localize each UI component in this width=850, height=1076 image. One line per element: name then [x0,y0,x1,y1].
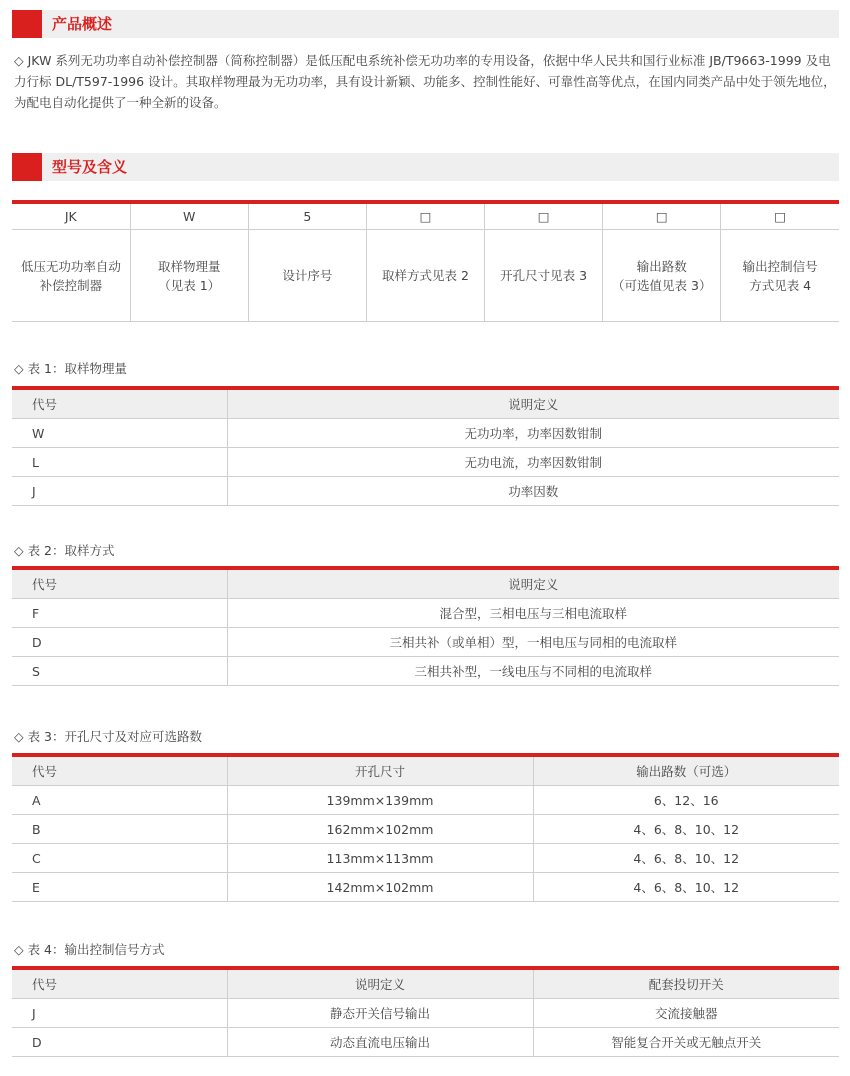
overview-title: 产品概述 [52,15,113,33]
meaning-line: 输出控制信号 [742,258,818,274]
code-cell: E [12,873,227,902]
overview-paragraph: JKW 系列无功功率自动补偿控制器（简称控制器）是低压配电系统补偿无功功率的专用设备，依据中华人民共和国行业标准 JB/T9663-1999 及电力行标 DL/T597-1996 设计。其取样物理最为无功功率，具有设计新颖、功能多、控制性能好、可靠性高等优点，在国内同类产品中处于领先地位，为配电自动化提供了一种全新的设备。 [14,53,836,110]
column-header-code: 代号 [12,755,227,786]
code-cell: D [12,628,227,657]
definition-cell: 无功电流，功率因数钳制 [227,448,839,477]
table3-title: ◇ 表 3：开孔尺寸及对应可选路数 [14,729,203,744]
model-code-cell: JK [12,202,130,230]
model-meaning-cell [130,230,248,322]
code-cell: C [12,844,227,873]
meaning-line: 方式见表 4 [749,277,812,293]
column-header-code: 代号 [12,568,227,599]
meaning-line: 取样物理量 [157,258,221,274]
code-cell: A [12,786,227,815]
table4-title: ◇ 表 4：输出控制信号方式 [14,942,165,957]
switch-cell: 智能复合开关或无触点开关 [533,1028,839,1057]
column-header-switch: 配套投切开关 [533,968,839,999]
code-cell: L [12,448,227,477]
meaning-line: 输出路数 [636,258,687,274]
model-meaning-cell [603,230,721,322]
meaning-line: 开孔尺寸见表 3 [500,268,588,283]
diamond-icon: ◇ [14,53,24,68]
header-accent-bar [12,153,42,181]
definition-cell: 静态开关信号输出 [227,999,533,1028]
table-row [12,628,839,657]
definition-cell: 三相共补型，一线电压与不同相的电流取样 [227,657,839,686]
model-code-table [12,200,839,322]
model-meaning-cell [12,230,130,322]
definition-cell: 动态直流电压输出 [227,1028,533,1057]
meaning-line: 取样方式见表 2 [382,268,469,283]
model-meaning-row [12,230,839,322]
output-channels-cell: 4、6、8、10、12 [533,815,839,844]
model-code-cell: □ [366,202,484,230]
table1 [12,386,839,506]
code-cell: W [12,419,227,448]
meaning-line: 补偿控制器 [39,277,103,293]
code-cell: J [12,999,227,1028]
cutout-size-cell: 162mm×102mm [227,815,533,844]
column-header-definition: 说明定义 [227,968,533,999]
code-cell: J [12,477,227,506]
code-cell: F [12,599,227,628]
definition-cell: 混合型，三相电压与三相电流取样 [227,599,839,628]
column-header-cutout-size: 开孔尺寸 [227,755,533,786]
overview-header [12,10,839,38]
model-code-cell: □ [721,202,839,230]
model-code-cell: 5 [248,202,366,230]
output-channels-cell: 6、12、16 [533,786,839,815]
meaning-line: 低压无功功率自动 [20,258,121,274]
model-code-cell: □ [603,202,721,230]
definition-cell: 无功功率，功率因数钳制 [227,419,839,448]
table-header-row [12,755,839,786]
output-channels-cell: 4、6、8、10、12 [533,844,839,873]
output-channels-cell: 4、6、8、10、12 [533,873,839,902]
table-row [12,1028,839,1057]
meaning-line: （见表 1） [158,277,221,293]
column-header-definition: 说明定义 [227,568,839,599]
table-row [12,786,839,815]
table2 [12,566,839,686]
meaning-line: 设计序号 [282,268,333,283]
code-cell: B [12,815,227,844]
cutout-size-cell: 142mm×102mm [227,873,533,902]
table-row [12,657,839,686]
column-header-code: 代号 [12,388,227,419]
column-header-output-channels: 输出路数（可选） [533,755,839,786]
table-row [12,477,839,506]
model-meaning-cell [366,230,484,322]
column-header-code: 代号 [12,968,227,999]
table-header-row [12,568,839,599]
table-header-row [12,968,839,999]
column-header-definition: 说明定义 [227,388,839,419]
table-header-row [12,388,839,419]
table2-title: ◇ 表 2：取样方式 [14,543,115,558]
cutout-size-cell: 113mm×113mm [227,844,533,873]
table-row [12,815,839,844]
table1-title: ◇ 表 1：取样物理量 [14,361,128,376]
table-row [12,448,839,477]
overview-description [14,50,840,113]
table-row [12,999,839,1028]
model-meaning-cell [485,230,603,322]
model-header [12,153,839,181]
definition-cell: 功率因数 [227,477,839,506]
model-meaning-cell [721,230,839,322]
model-meaning-cell [248,230,366,322]
model-title: 型号及含义 [52,158,128,176]
table4 [12,966,839,1057]
switch-cell: 交流接触器 [533,999,839,1028]
model-code-cell: □ [485,202,603,230]
model-code-cell: W [130,202,248,230]
code-cell: S [12,657,227,686]
header-accent-bar [12,10,42,38]
table-row [12,873,839,902]
table-row [12,844,839,873]
definition-cell: 三相共补（或单相）型，一相电压与同相的电流取样 [227,628,839,657]
table-row [12,419,839,448]
model-code-row [12,202,839,230]
table-row [12,599,839,628]
code-cell: D [12,1028,227,1057]
meaning-line: （可选值见表 3） [612,277,712,293]
cutout-size-cell: 139mm×139mm [227,786,533,815]
table3 [12,753,839,902]
